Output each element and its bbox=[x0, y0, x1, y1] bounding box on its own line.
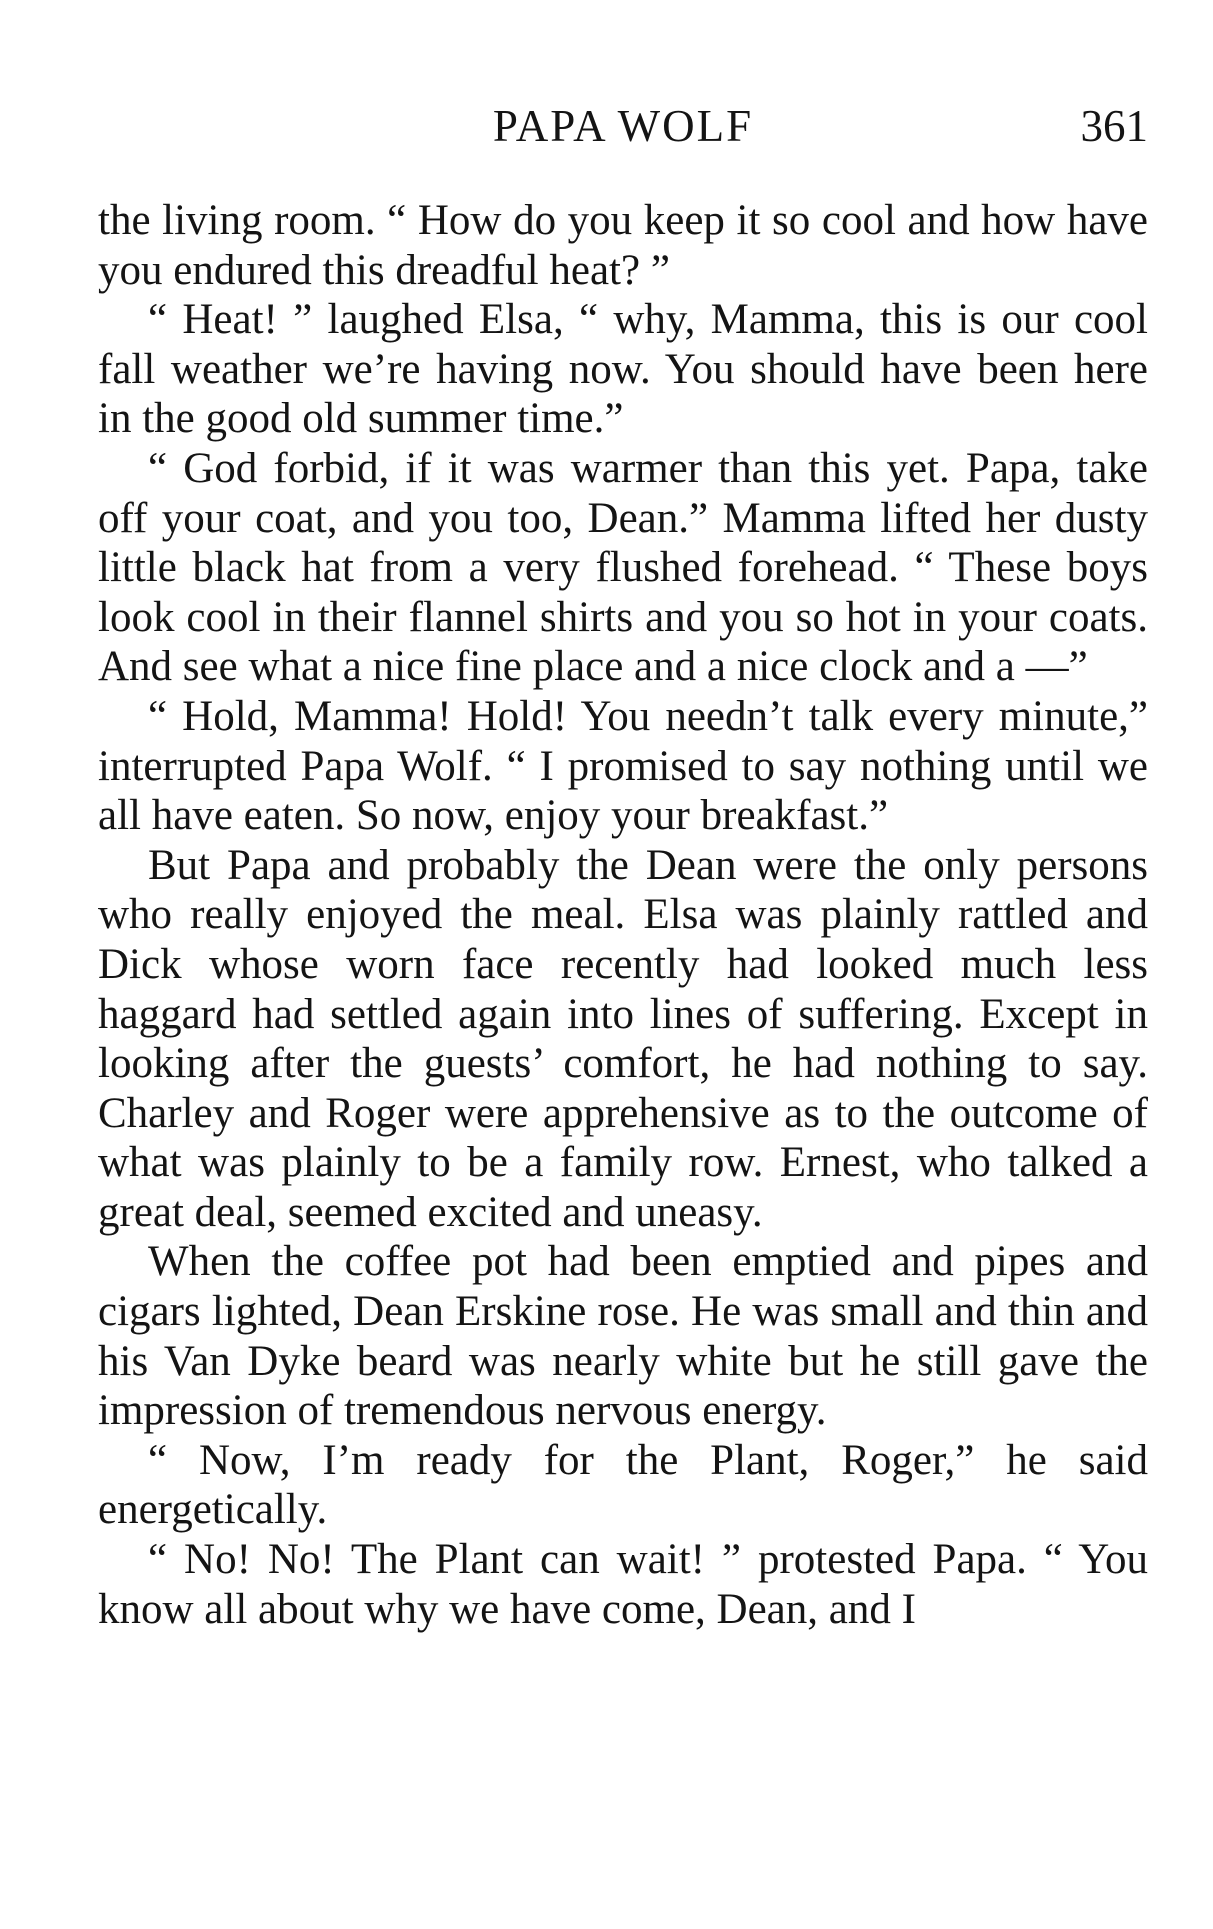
body-text bbox=[98, 196, 1148, 1634]
page-number: 361 bbox=[1080, 101, 1148, 151]
paragraph: When the coffee pot had been emptied and pipes and cigars lighted, Dean Erskine rose. He was small and thin and his Van Dyke beard was nearly white but he still gave the impression of tremendous nervous energy. bbox=[98, 1238, 1148, 1435]
paragraph: But Papa and probably the Dean were the only persons who really enjoyed the meal. Elsa was plainly rattled and Dick whose worn face recently had looked much less haggard had settled again into lines of suffering. Except in looking after the guests’ comfort, he had nothing to say. Charley and Roger were apprehensive as to the outcome of what was plainly to be a family row. Ernest, who talked a great deal, seemed excited and uneasy. bbox=[98, 841, 1148, 1236]
paragraph: “ Now, I’m ready for the Plant, Roger,” he said energetically. bbox=[98, 1436, 1148, 1534]
paragraph: “ Hold, Mamma! Hold! You needn’t talk every minute,” interrupted Papa Wolf. “ I promised to say nothing until we all have eaten. So now, enjoy your breakfast.” bbox=[98, 692, 1148, 840]
running-title: PAPA WOLF bbox=[492, 101, 754, 151]
paragraph: “ Heat! ” laughed Elsa, “ why, Mamma, this is our cool fall weather we’re having now. You should have been here in the good old summer time.” bbox=[98, 296, 1148, 443]
paragraph-continuation: the living room. “ How do you keep it so cool and how have you endured this dreadful heat? ” bbox=[98, 197, 1148, 294]
running-head bbox=[98, 100, 1148, 170]
paragraph: “ No! No! The Plant can wait! ” protested Papa. “ You know all about why we have come, Dean, and I bbox=[98, 1536, 1148, 1633]
paragraph: “ God forbid, if it was warmer than this yet. Papa, take off your coat, and you too, Dean.” Mamma lifted her dusty little black hat from a very flushed forehead. “ These boys look cool in their flannel shirts and you so hot in your coats. And see what a nice fine place and a nice clock and a —” bbox=[98, 444, 1148, 691]
